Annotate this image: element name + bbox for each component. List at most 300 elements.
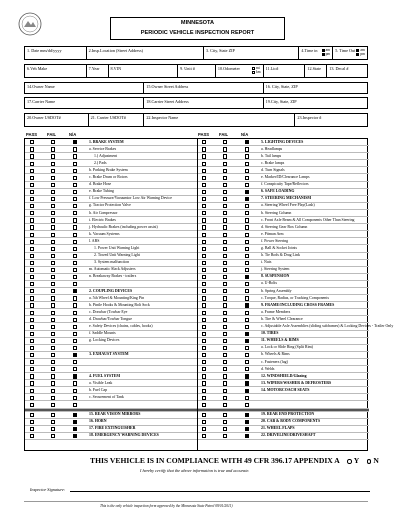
na-checkbox[interactable]	[245, 254, 249, 258]
inspector-number-field[interactable]: 23.Inspector #	[297, 115, 322, 120]
fail-checkbox[interactable]	[51, 289, 55, 293]
na-checkbox[interactable]	[245, 318, 249, 322]
pass-checkbox[interactable]	[202, 289, 206, 293]
na-checkbox[interactable]	[245, 381, 249, 385]
inspector-name-field[interactable]: 22.Inspector Name	[144, 114, 295, 126]
fail-checkbox[interactable]	[223, 332, 227, 336]
na-checkbox[interactable]	[245, 353, 249, 357]
fail-checkbox[interactable]	[51, 162, 55, 166]
na-checkbox[interactable]	[245, 427, 249, 431]
pass-checkbox[interactable]	[202, 169, 206, 173]
pass-checkbox[interactable]	[202, 346, 206, 350]
fail-checkbox[interactable]	[51, 176, 55, 180]
right-checklist-row	[197, 323, 394, 330]
pass-checkbox[interactable]	[202, 240, 206, 244]
fail-checkbox[interactable]	[223, 311, 227, 315]
item-label: b. Parking Brake System	[89, 167, 128, 172]
pass-checkbox[interactable]	[30, 381, 34, 385]
fail-checkbox[interactable]	[223, 176, 227, 180]
fail-checkbox[interactable]	[51, 204, 55, 208]
fail-checkbox[interactable]	[51, 254, 55, 258]
fail-checkbox[interactable]	[51, 140, 55, 144]
na-checkbox[interactable]	[73, 374, 77, 378]
na-checkbox[interactable]	[245, 147, 249, 151]
fail-checkbox[interactable]	[51, 233, 55, 237]
pass-checkbox[interactable]	[30, 218, 34, 222]
na-checkbox[interactable]	[73, 233, 77, 237]
na-checkbox[interactable]	[73, 353, 77, 357]
na-checkbox[interactable]	[245, 403, 249, 407]
fail-checkbox[interactable]	[51, 353, 55, 357]
fail-checkbox[interactable]	[223, 367, 227, 371]
na-checkbox[interactable]	[73, 211, 77, 215]
section-heading: 17. FIRE EXTINGUISHER	[89, 426, 136, 431]
fail-checkbox[interactable]	[223, 381, 227, 385]
na-checkbox[interactable]	[245, 218, 249, 222]
fail-checkbox[interactable]	[51, 360, 55, 364]
fail-checkbox[interactable]	[51, 296, 55, 300]
na-checkbox[interactable]	[73, 218, 77, 222]
na-checkbox[interactable]	[73, 247, 77, 251]
pass-checkbox[interactable]	[202, 162, 206, 166]
vin-field[interactable]: 8.VIN	[109, 65, 179, 77]
fail-checkbox[interactable]	[223, 268, 227, 272]
fail-checkbox[interactable]	[223, 225, 227, 229]
fail-checkbox[interactable]	[223, 211, 227, 215]
na-checkbox[interactable]	[73, 225, 77, 229]
pass-checkbox[interactable]	[30, 396, 34, 400]
pass-checkbox[interactable]	[30, 183, 34, 187]
time-out-field[interactable]: 5. Time Out am pm	[335, 48, 365, 57]
fail-checkbox[interactable]	[51, 413, 55, 417]
fail-checkbox[interactable]	[51, 325, 55, 329]
fail-checkbox[interactable]	[51, 268, 55, 272]
na-checkbox[interactable]	[73, 204, 77, 208]
section-heading: 12. WINDSHIELD/Glazing	[261, 373, 307, 378]
fail-checkbox[interactable]	[51, 240, 55, 244]
na-checkbox[interactable]	[73, 289, 77, 293]
fail-checkbox[interactable]	[223, 190, 227, 194]
pass-checkbox[interactable]	[202, 204, 206, 208]
pass-checkbox[interactable]	[202, 403, 206, 407]
fail-checkbox[interactable]	[51, 303, 55, 307]
pass-checkbox[interactable]	[30, 434, 34, 438]
fail-checkbox[interactable]	[51, 374, 55, 378]
na-checkbox[interactable]	[245, 420, 249, 424]
na-checkbox[interactable]	[73, 381, 77, 385]
fail-checkbox[interactable]	[51, 367, 55, 371]
fail-checkbox[interactable]	[223, 147, 227, 151]
na-checkbox[interactable]	[73, 140, 77, 144]
pass-checkbox[interactable]	[30, 413, 34, 417]
na-checkbox[interactable]	[73, 176, 77, 180]
right-checklist-row	[197, 433, 369, 440]
date-field[interactable]: 1. Date mm/dd/yyyy	[25, 47, 87, 59]
time-out-ampm[interactable]: am pm	[356, 48, 365, 56]
right-checklist-row	[197, 203, 369, 210]
pass-checkbox[interactable]	[202, 374, 206, 378]
na-checkbox[interactable]	[73, 325, 77, 329]
na-checkbox[interactable]	[73, 367, 77, 371]
pass-checkbox[interactable]	[30, 367, 34, 371]
fail-checkbox[interactable]	[223, 282, 227, 286]
na-checkbox[interactable]	[245, 360, 249, 364]
pass-checkbox[interactable]	[30, 346, 34, 350]
carrier-usdot-field[interactable]: 21. Carrier USDOT#	[89, 114, 145, 126]
compliance-no-radio[interactable]	[367, 459, 372, 464]
na-checkbox[interactable]	[245, 247, 249, 251]
na-checkbox[interactable]	[73, 169, 77, 173]
na-checkbox[interactable]	[73, 296, 77, 300]
time-in-ampm[interactable]: am pm	[322, 48, 331, 56]
pass-checkbox[interactable]	[30, 339, 34, 343]
fail-checkbox[interactable]	[223, 346, 227, 350]
pass-checkbox[interactable]	[202, 261, 206, 265]
pass-checkbox[interactable]	[30, 169, 34, 173]
na-checkbox[interactable]	[245, 183, 249, 187]
na-checkbox[interactable]	[245, 140, 249, 144]
na-checkbox[interactable]	[73, 303, 77, 307]
fail-checkbox[interactable]	[51, 332, 55, 336]
fail-checkbox[interactable]	[223, 318, 227, 322]
fail-checkbox[interactable]	[223, 296, 227, 300]
pass-checkbox[interactable]	[30, 389, 34, 393]
pass-checkbox[interactable]	[202, 367, 206, 371]
fail-checkbox[interactable]	[223, 233, 227, 237]
na-checkbox[interactable]	[73, 396, 77, 400]
na-checkbox[interactable]	[73, 318, 77, 322]
na-checkbox[interactable]	[73, 360, 77, 364]
fail-checkbox[interactable]	[51, 261, 55, 265]
fail-checkbox[interactable]	[51, 154, 55, 158]
pass-checkbox[interactable]	[202, 353, 206, 357]
na-checkbox[interactable]	[73, 268, 77, 272]
fail-checkbox[interactable]	[223, 254, 227, 258]
pass-checkbox[interactable]	[202, 183, 206, 187]
na-checkbox[interactable]	[245, 311, 249, 315]
pass-checkbox[interactable]	[30, 261, 34, 265]
pass-checkbox[interactable]	[202, 325, 206, 329]
fail-checkbox[interactable]	[51, 247, 55, 251]
pass-checkbox[interactable]	[30, 225, 34, 229]
pass-checkbox[interactable]	[202, 339, 206, 343]
fail-checkbox[interactable]	[51, 311, 55, 315]
na-checkbox[interactable]	[73, 275, 77, 279]
item-label: c. Torque, Radius, or Tracking Components	[261, 295, 329, 300]
fail-checkbox[interactable]	[51, 403, 55, 407]
pass-checkbox[interactable]	[202, 434, 206, 438]
unit-field[interactable]: 9. Unit #	[178, 65, 216, 77]
pass-checkbox[interactable]	[202, 296, 206, 300]
owner-city-field[interactable]: 16. City, State, ZIP	[265, 84, 298, 89]
pass-checkbox[interactable]	[30, 353, 34, 357]
na-checkbox[interactable]	[245, 413, 249, 417]
na-checkbox[interactable]	[245, 434, 249, 438]
pass-checkbox[interactable]	[30, 427, 34, 431]
na-checkbox[interactable]	[73, 427, 77, 431]
pass-checkbox[interactable]	[202, 225, 206, 229]
na-checkbox[interactable]	[245, 225, 249, 229]
fail-checkbox[interactable]	[51, 389, 55, 393]
na-checkbox[interactable]	[73, 346, 77, 350]
na-checkbox[interactable]	[73, 389, 77, 393]
pass-checkbox[interactable]	[202, 197, 206, 201]
pass-checkbox[interactable]	[202, 176, 206, 180]
na-checkbox[interactable]	[245, 332, 249, 336]
na-checkbox[interactable]	[73, 147, 77, 151]
fail-checkbox[interactable]	[223, 434, 227, 438]
fail-checkbox[interactable]	[51, 218, 55, 222]
left-checklist-row	[25, 419, 197, 426]
fail-checkbox[interactable]	[223, 396, 227, 400]
pass-checkbox[interactable]	[202, 254, 206, 258]
city-state-field[interactable]: 3. City, State ZIP	[204, 47, 299, 59]
fail-checkbox[interactable]	[223, 339, 227, 343]
fail-checkbox[interactable]	[51, 427, 55, 431]
right-checklist-row	[197, 210, 369, 217]
fail-checkbox[interactable]	[223, 218, 227, 222]
pass-checkbox[interactable]	[30, 296, 34, 300]
na-checkbox[interactable]	[245, 389, 249, 393]
owner-usdot-field[interactable]: 20.Owner USDOT#	[25, 114, 89, 126]
na-checkbox[interactable]	[73, 403, 77, 407]
pass-checkbox[interactable]	[202, 154, 206, 158]
pass-checkbox[interactable]	[30, 289, 34, 293]
time-in-field[interactable]: 4.Time in am pm	[299, 47, 333, 59]
pass-checkbox[interactable]	[202, 140, 206, 144]
na-checkbox[interactable]	[245, 367, 249, 371]
year-field[interactable]: 7.Year	[87, 65, 109, 77]
fail-checkbox[interactable]	[51, 169, 55, 173]
pass-checkbox[interactable]	[202, 381, 206, 385]
na-checkbox[interactable]	[245, 346, 249, 350]
odometer-units[interactable]: mi km	[252, 66, 261, 74]
fail-checkbox[interactable]	[51, 396, 55, 400]
na-checkbox[interactable]	[73, 190, 77, 194]
pass-checkbox[interactable]	[30, 311, 34, 315]
na-checkbox[interactable]	[245, 233, 249, 237]
pass-checkbox[interactable]	[202, 413, 206, 417]
na-checkbox[interactable]	[245, 154, 249, 158]
fail-checkbox[interactable]	[51, 318, 55, 322]
fail-checkbox[interactable]	[51, 381, 55, 385]
pass-checkbox[interactable]	[30, 254, 34, 258]
vehicle-make-field[interactable]: 6.Veh Make	[25, 65, 87, 77]
pass-checkbox[interactable]	[202, 427, 206, 431]
pass-checkbox[interactable]	[202, 420, 206, 424]
na-checkbox[interactable]	[245, 289, 249, 293]
decal-field[interactable]: 13. Decal #	[329, 66, 349, 71]
na-checkbox[interactable]	[73, 339, 77, 343]
na-checkbox[interactable]	[73, 434, 77, 438]
pass-checkbox[interactable]	[30, 162, 34, 166]
license-field[interactable]: 11.Lic#	[264, 65, 306, 77]
pass-checkbox[interactable]	[30, 403, 34, 407]
na-checkbox[interactable]	[245, 197, 249, 201]
na-checkbox[interactable]	[245, 268, 249, 272]
pass-checkbox[interactable]	[30, 197, 34, 201]
fail-checkbox[interactable]	[223, 389, 227, 393]
fail-checkbox[interactable]	[51, 197, 55, 201]
na-checkbox[interactable]	[245, 176, 249, 180]
pass-checkbox[interactable]	[202, 389, 206, 393]
na-checkbox[interactable]	[245, 339, 249, 343]
fail-checkbox[interactable]	[51, 346, 55, 350]
pass-checkbox[interactable]	[30, 211, 34, 215]
item-label: 1.) Adjustment	[94, 153, 118, 158]
pass-checkbox[interactable]	[202, 247, 206, 251]
signature-line[interactable]	[70, 491, 370, 492]
na-checkbox[interactable]	[245, 261, 249, 265]
pass-checkbox[interactable]	[30, 275, 34, 279]
fail-checkbox[interactable]	[223, 325, 227, 329]
item-label: c. Securement of Tank	[89, 394, 124, 399]
na-checkbox[interactable]	[73, 162, 77, 166]
fail-checkbox[interactable]	[223, 169, 227, 173]
pass-checkbox[interactable]	[30, 176, 34, 180]
na-checkbox[interactable]	[245, 240, 249, 244]
owner-address-field[interactable]: 15.Owner Street Address	[144, 83, 263, 93]
pass-checkbox[interactable]	[202, 275, 206, 279]
pass-checkbox[interactable]	[202, 233, 206, 237]
pass-checkbox[interactable]	[30, 374, 34, 378]
item-label: d. Welds	[261, 366, 275, 371]
fail-checkbox[interactable]	[51, 183, 55, 187]
pass-checkbox[interactable]	[202, 218, 206, 222]
na-checkbox[interactable]	[245, 303, 249, 307]
fail-checkbox[interactable]	[223, 204, 227, 208]
na-checkbox[interactable]	[73, 282, 77, 286]
pass-checkbox[interactable]	[202, 303, 206, 307]
pass-checkbox[interactable]	[30, 240, 34, 244]
na-checkbox[interactable]	[73, 413, 77, 417]
pass-checkbox[interactable]	[30, 420, 34, 424]
fail-checkbox[interactable]	[51, 225, 55, 229]
pass-checkbox[interactable]	[30, 233, 34, 237]
pass-checkbox[interactable]	[30, 332, 34, 336]
fail-checkbox[interactable]	[223, 275, 227, 279]
pass-checkbox[interactable]	[202, 147, 206, 151]
pass-checkbox[interactable]	[202, 332, 206, 336]
pass-checkbox[interactable]	[30, 360, 34, 364]
pass-checkbox[interactable]	[30, 204, 34, 208]
fail-checkbox[interactable]	[223, 261, 227, 265]
fail-checkbox[interactable]	[51, 339, 55, 343]
na-checkbox[interactable]	[73, 420, 77, 424]
na-checkbox[interactable]	[245, 169, 249, 173]
carrier-address-field[interactable]: 18.Carrier Street Address	[144, 98, 263, 108]
fail-checkbox[interactable]	[223, 303, 227, 307]
carrier-name-field[interactable]: 17.Carrier Name	[25, 98, 144, 108]
na-checkbox[interactable]	[245, 296, 249, 300]
compliance-yes-radio[interactable]	[347, 459, 352, 464]
na-checkbox[interactable]	[245, 190, 249, 194]
right-checklist-row	[197, 245, 369, 252]
item-label: 2.) Pads	[94, 160, 107, 165]
fail-checkbox[interactable]	[223, 140, 227, 144]
pass-checkbox[interactable]	[30, 303, 34, 307]
fail-checkbox[interactable]	[223, 403, 227, 407]
na-checkbox[interactable]	[245, 211, 249, 215]
pass-checkbox[interactable]	[202, 318, 206, 322]
carrier-city-field[interactable]: 19.City, State, ZIP	[265, 99, 297, 104]
owner-name-field[interactable]: 14.Owner Name	[25, 83, 144, 93]
pass-checkbox[interactable]	[202, 311, 206, 315]
pass-checkbox[interactable]	[30, 318, 34, 322]
fail-checkbox[interactable]	[223, 413, 227, 417]
na-checkbox[interactable]	[73, 197, 77, 201]
na-checkbox[interactable]	[245, 396, 249, 400]
fail-checkbox[interactable]	[51, 190, 55, 194]
na-checkbox[interactable]	[73, 240, 77, 244]
na-checkbox[interactable]	[245, 275, 249, 279]
pass-checkbox[interactable]	[30, 282, 34, 286]
na-checkbox[interactable]	[73, 332, 77, 336]
fail-checkbox[interactable]	[223, 154, 227, 158]
fail-checkbox[interactable]	[51, 147, 55, 151]
right-checklist-row	[197, 231, 369, 238]
odometer-field[interactable]: 10.Odometer mi km	[216, 65, 264, 77]
na-checkbox[interactable]	[245, 282, 249, 286]
state-field[interactable]: 12.State	[305, 65, 327, 77]
fail-checkbox[interactable]	[223, 197, 227, 201]
pass-checkbox[interactable]	[30, 190, 34, 194]
pass-checkbox[interactable]	[30, 154, 34, 158]
pass-checkbox[interactable]	[202, 211, 206, 215]
pass-checkbox[interactable]	[202, 282, 206, 286]
na-checkbox[interactable]	[245, 162, 249, 166]
fail-checkbox[interactable]	[51, 211, 55, 215]
na-header-right: N/A	[241, 132, 249, 137]
fail-checkbox[interactable]	[51, 282, 55, 286]
pass-checkbox[interactable]	[202, 396, 206, 400]
fail-checkbox[interactable]	[223, 162, 227, 166]
fail-checkbox[interactable]	[223, 420, 227, 424]
fail-checkbox[interactable]	[223, 374, 227, 378]
location-field[interactable]: 2.Insp.Location (Street Address)	[87, 47, 204, 59]
na-checkbox[interactable]	[73, 254, 77, 258]
item-label: f. Saddle Mounts	[89, 331, 116, 336]
na-checkbox[interactable]	[245, 325, 249, 329]
fail-checkbox[interactable]	[223, 240, 227, 244]
pass-checkbox[interactable]	[30, 140, 34, 144]
fail-checkbox[interactable]	[51, 420, 55, 424]
na-checkbox[interactable]	[245, 204, 249, 208]
fail-checkbox[interactable]	[51, 434, 55, 438]
na-checkbox[interactable]	[73, 183, 77, 187]
pass-checkbox[interactable]	[30, 247, 34, 251]
na-checkbox[interactable]	[245, 374, 249, 378]
fail-checkbox[interactable]	[223, 289, 227, 293]
left-checklist-row	[25, 345, 197, 352]
na-checkbox[interactable]	[73, 261, 77, 265]
pass-checkbox[interactable]	[30, 268, 34, 272]
fail-checkbox[interactable]	[223, 353, 227, 357]
fail-checkbox[interactable]	[223, 360, 227, 364]
pass-checkbox[interactable]	[202, 360, 206, 364]
pass-checkbox[interactable]	[202, 268, 206, 272]
fail-checkbox[interactable]	[223, 247, 227, 251]
pass-checkbox[interactable]	[30, 147, 34, 151]
fail-checkbox[interactable]	[51, 275, 55, 279]
na-checkbox[interactable]	[73, 311, 77, 315]
fail-checkbox[interactable]	[223, 427, 227, 431]
na-checkbox[interactable]	[73, 154, 77, 158]
pass-checkbox[interactable]	[30, 325, 34, 329]
header-row-1	[24, 46, 368, 60]
fail-checkbox[interactable]	[223, 183, 227, 187]
pass-checkbox[interactable]	[202, 190, 206, 194]
